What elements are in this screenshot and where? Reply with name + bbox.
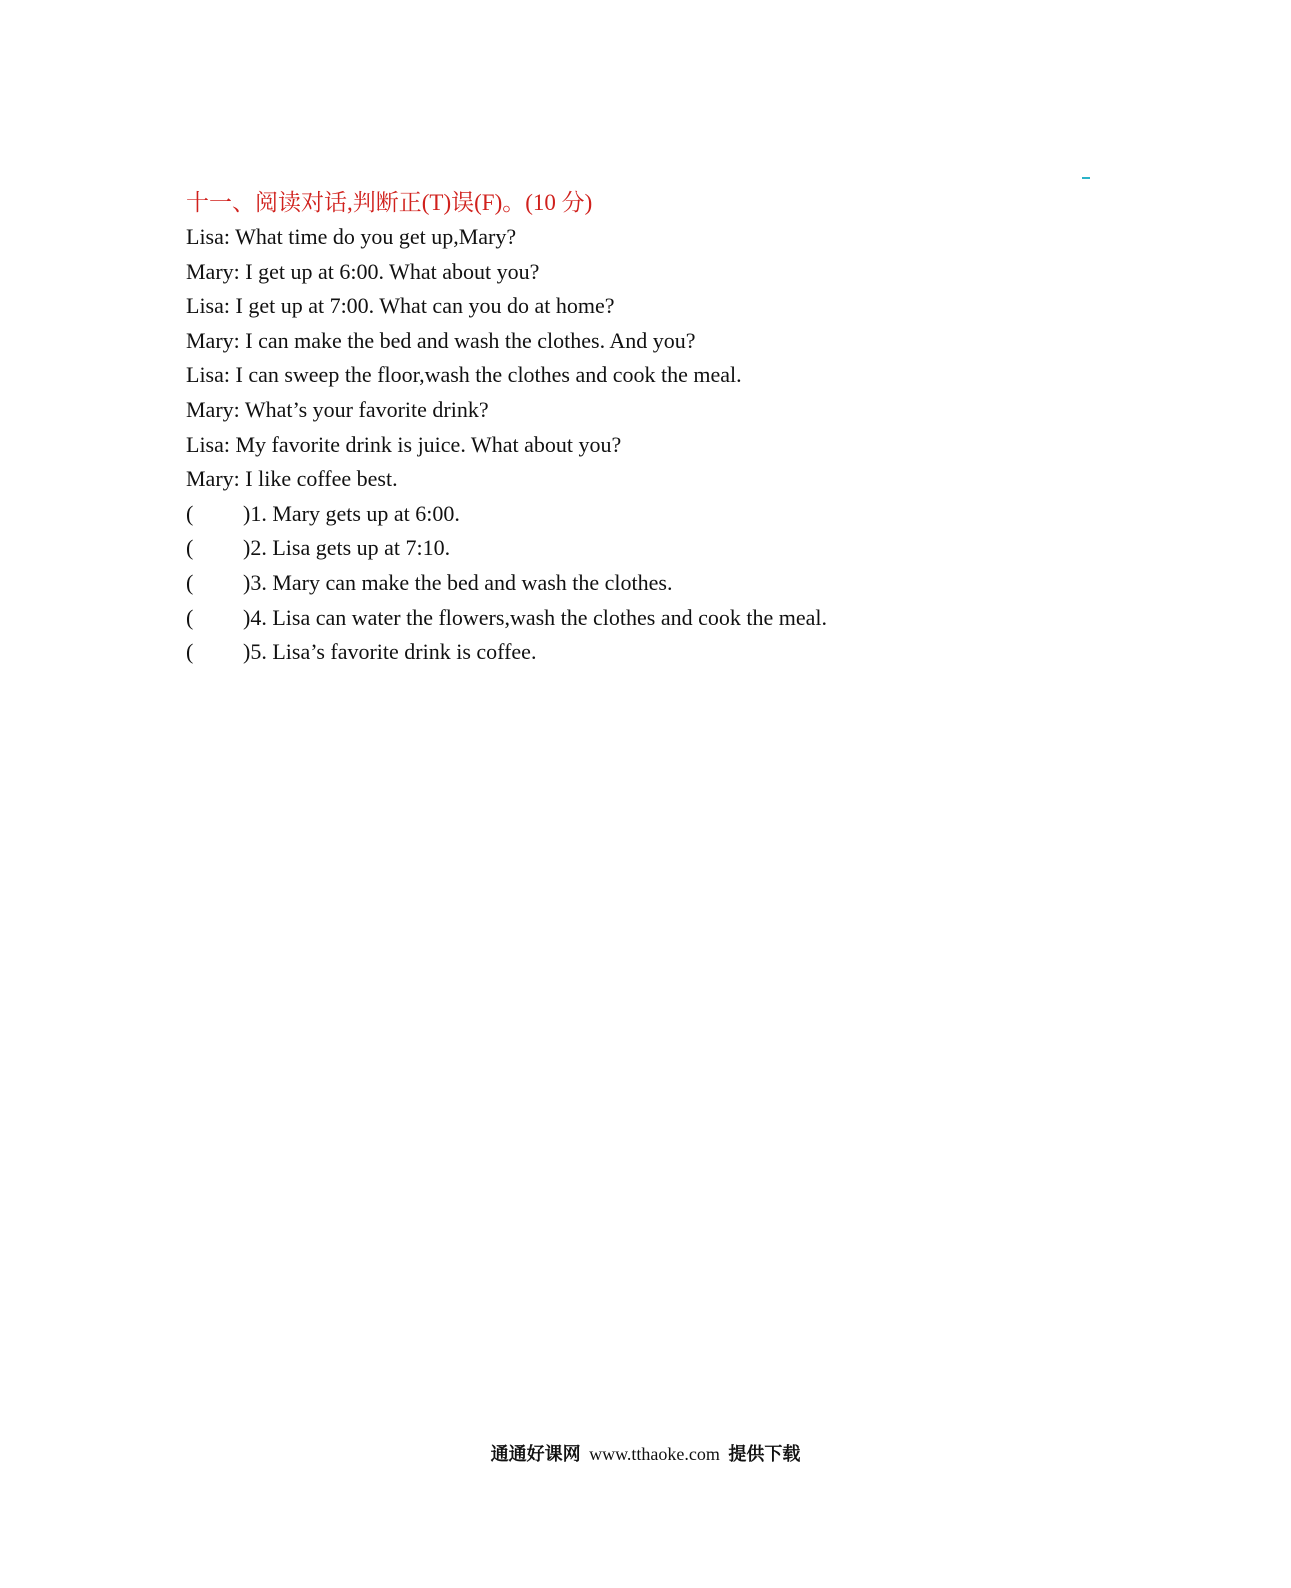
answer-blank[interactable]: (: [186, 569, 194, 595]
page-footer: [0, 1440, 1291, 1466]
footer-suffix: 提供下载: [728, 1444, 801, 1464]
section-heading: 十一、阅读对话,判断正(T)误(F)。(10 分): [186, 190, 593, 215]
dialogue-line: Mary: I can make the bed and wash the clothes. And you?: [186, 327, 696, 353]
question-item: [186, 601, 1146, 636]
question-text: )1. Mary gets up at 6:00.: [243, 500, 460, 526]
reading-section: [186, 186, 1146, 670]
footer-url[interactable]: www.tthaoke.com: [589, 1444, 720, 1464]
question-item: [186, 635, 1146, 670]
question-list: [186, 497, 1146, 670]
answer-blank[interactable]: (: [186, 535, 194, 561]
answer-blank[interactable]: (: [186, 500, 194, 526]
question-item: [186, 497, 1146, 532]
question-text: )5. Lisa’s favorite drink is coffee.: [243, 639, 537, 665]
question-text: )3. Mary can make the bed and wash the clothes.: [243, 569, 673, 595]
corner-mark: [1082, 177, 1090, 179]
question-item: [186, 531, 1146, 566]
footer-site-name: 通通好课网: [490, 1444, 581, 1464]
dialogue-line: Lisa: What time do you get up,Mary?: [186, 224, 517, 249]
dialogue-line: Mary: I like coffee best.: [186, 466, 398, 492]
answer-blank[interactable]: (: [186, 604, 194, 630]
dialogue-line: Lisa: I can sweep the floor,wash the clothes and cook the meal.: [186, 362, 742, 388]
question-item: [186, 566, 1146, 601]
dialogue-line: Lisa: I get up at 7:00. What can you do at home?: [186, 293, 615, 319]
question-text: )4. Lisa can water the flowers,wash the clothes and cook the meal.: [243, 604, 828, 630]
question-text: )2. Lisa gets up at 7:10.: [243, 535, 451, 561]
dialogue: [186, 220, 1146, 497]
dialogue-line: Mary: What’s your favorite drink?: [186, 396, 489, 422]
dialogue-line: Mary: I get up at 6:00. What about you?: [186, 258, 540, 284]
dialogue-line: Lisa: My favorite drink is juice. What about you?: [186, 431, 622, 457]
answer-blank[interactable]: (: [186, 639, 194, 665]
